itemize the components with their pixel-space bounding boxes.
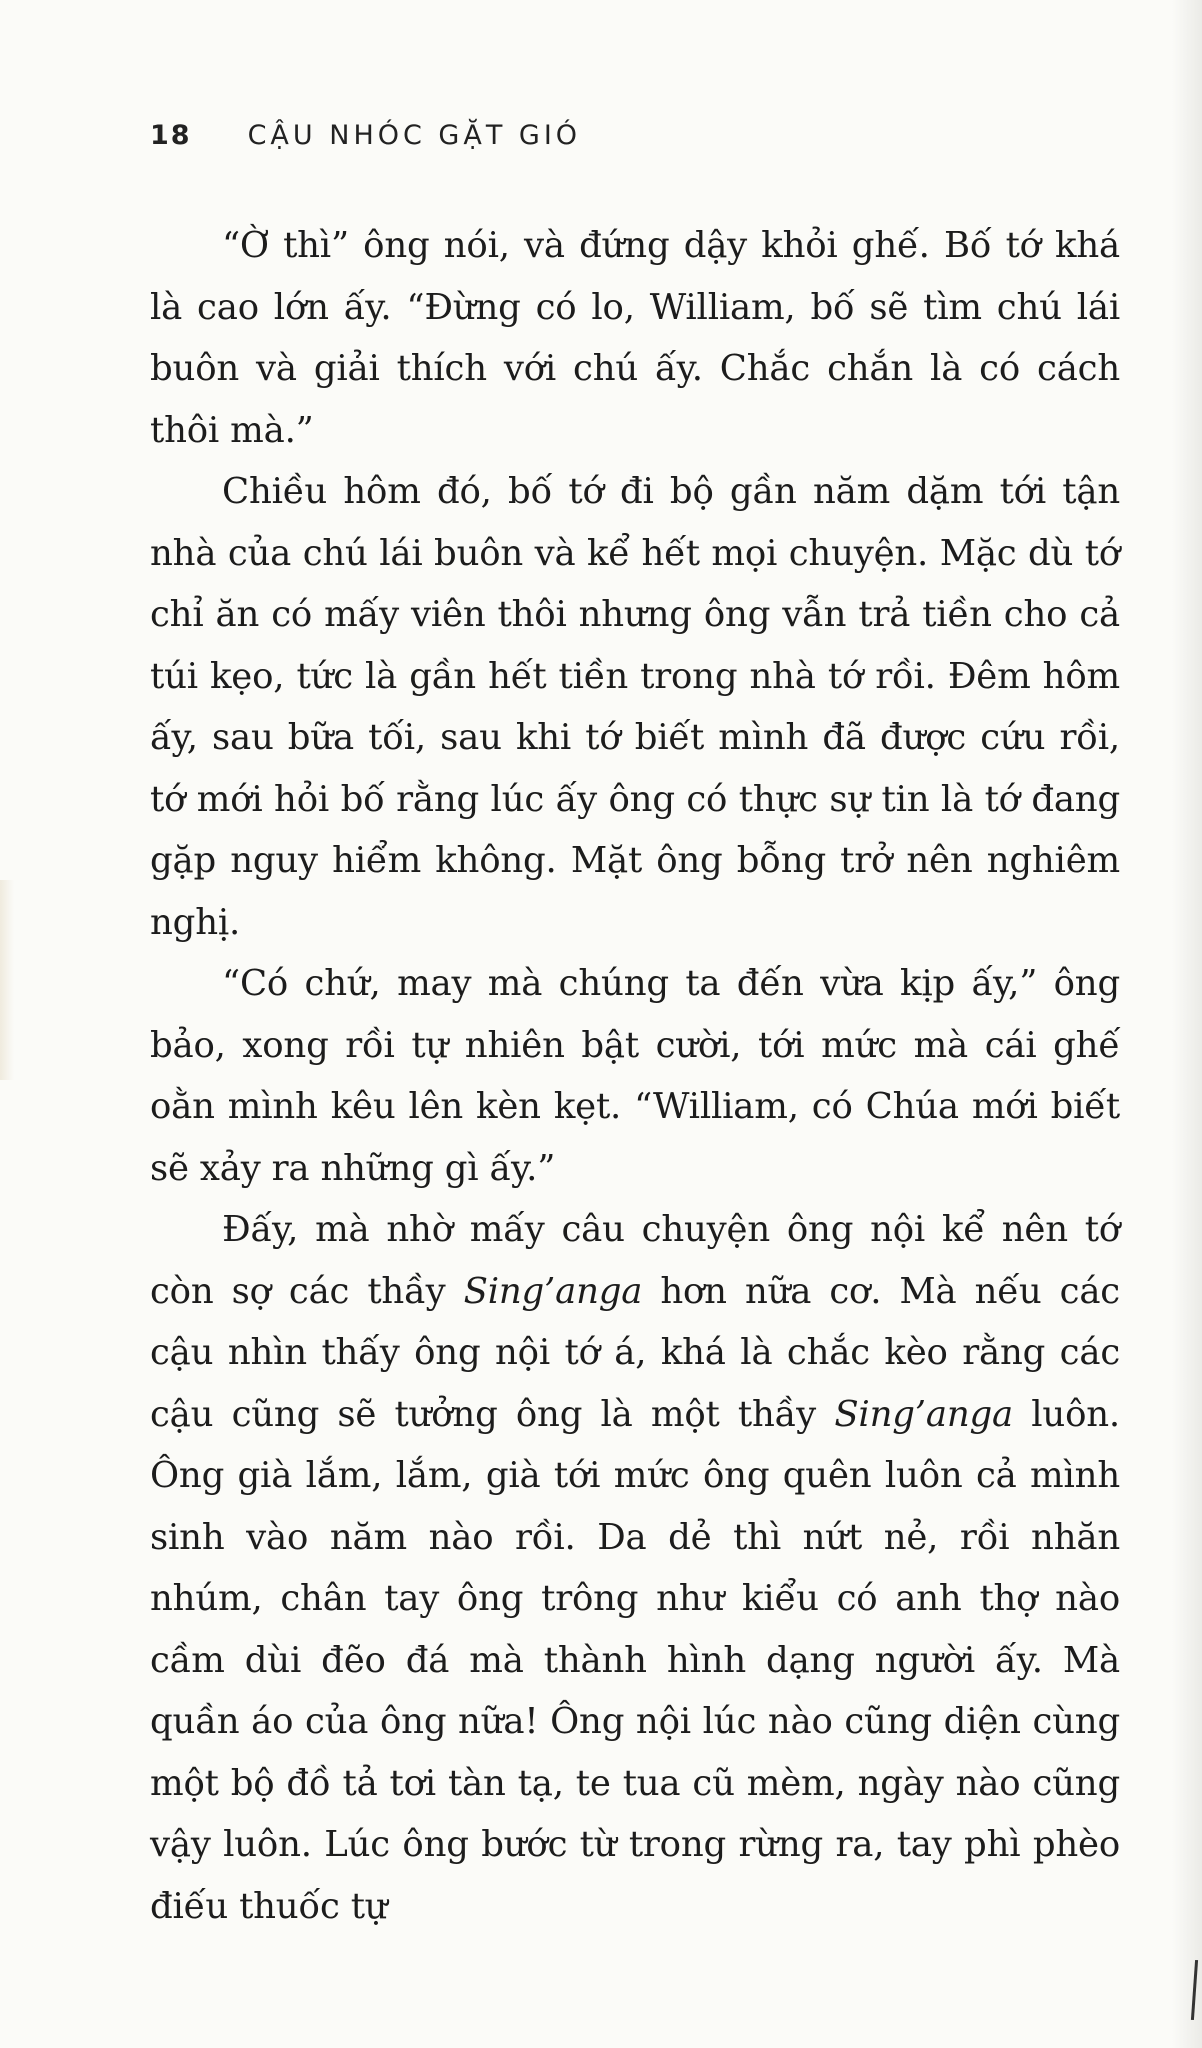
paragraph: “Ờ thì” ông nói, và đứng dậy khỏi ghế. Bố tớ khá là cao lớn ấy. “Đừng có lo, William, bố sẽ tìm chú lái buôn và giải thích với chú ấy. Chắc chắn là có cách thôi mà.” — [150, 225, 1120, 451]
body-text — [150, 215, 1120, 1937]
italic-term: Sing’anga — [834, 1393, 1013, 1435]
page-edge-shadow — [1172, 0, 1202, 2048]
text-run: Đấy, mà nhờ mấy câu chuyện ông nội kể nên tớ còn sợ các thầy — [150, 1209, 1120, 1312]
paragraph — [150, 1199, 1120, 1937]
italic-term: Sing’anga — [463, 1270, 643, 1312]
page-number: 18 — [150, 120, 192, 151]
paragraph: “Có chứ, may mà chúng ta đến vừa kịp ấy,” ông bảo, xong rồi tự nhiên bật cười, tới mức mà cái ghế oằn mình kêu lên kèn kẹt. “William, có Chúa mới biết sẽ xảy ra những gì ấy.” — [150, 963, 1120, 1189]
text-run: luôn. Ông già lắm, lắm, già tới mức ông quên luôn cả mình sinh vào năm nào rồi. Da dẻ thì nứt nẻ, rồi nhăn nhúm, chân tay ông trông như kiểu có anh thợ nào cầm dùi đẽo đá mà thành hình dạng người ấy. Mà quần áo của ông nữa! Ông nội lúc nào cũng diện cùng một bộ đồ tả tơi tàn tạ, te tua cũ mèm, ngày nào cũng vậy luôn. Lúc ông bước từ trong rừng ra, tay phì phèo điếu thuốc tự — [150, 1393, 1120, 1927]
paragraph: Chiều hôm đó, bố tớ đi bộ gần năm dặm tới tận nhà của chú lái buôn và kể hết mọi chuyện. Mặc dù tớ chỉ ăn có mấy viên thôi nhưng ông vẫn trả tiền cho cả túi kẹo, tức là gần hết tiền trong nhà tớ rồi. Đêm hôm ấy, sau bữa tối, sau khi tớ biết mình đã được cứu rồi, tớ mới hỏi bố rằng lúc ấy ông có thực sự tin là tớ đang gặp nguy hiểm không. Mặt ông bỗng trở nên nghiêm nghị. — [150, 471, 1120, 943]
text-run: hơn nữa cơ. Mà nếu các cậu nhìn thấy ông nội tớ á, khá là chắc kèo rằng các cậu cũng sẽ tưởng ông là một thầy — [150, 1270, 1120, 1435]
running-header — [150, 120, 581, 164]
book-title: CẬU NHÓC GẶT GIÓ — [247, 120, 582, 151]
page-stain — [0, 880, 14, 1080]
